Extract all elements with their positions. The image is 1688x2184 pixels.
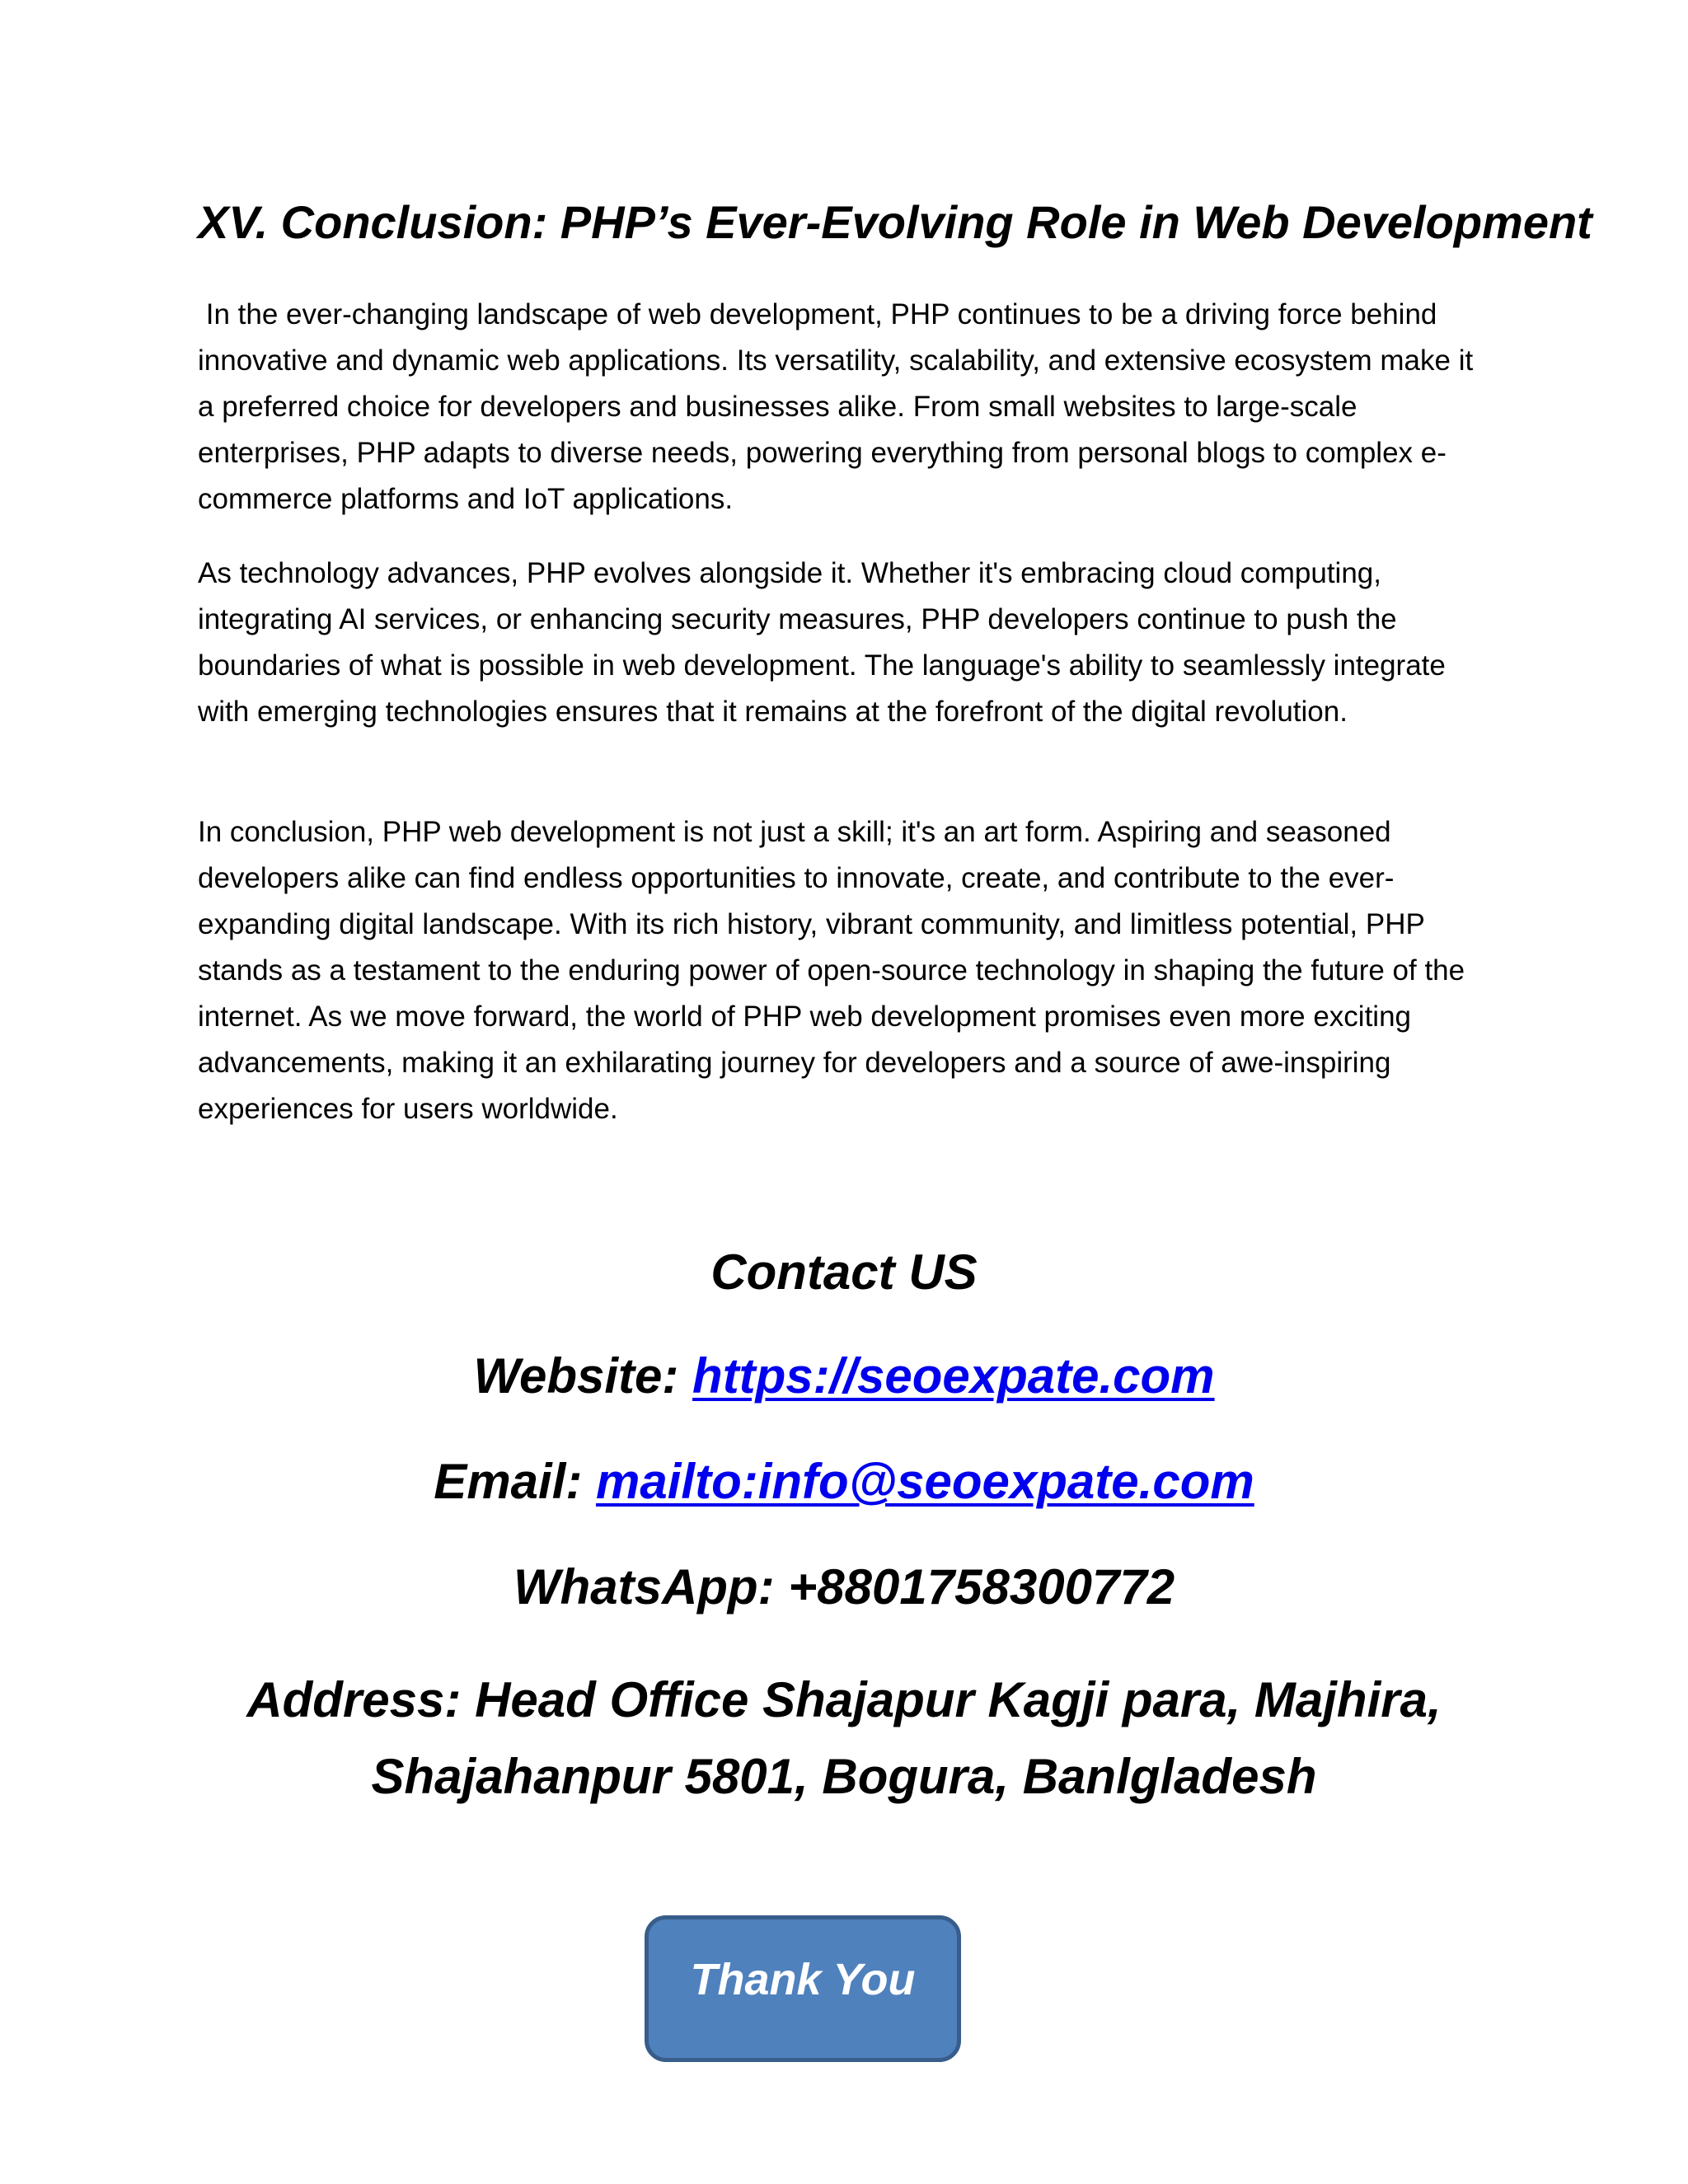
paragraph-technology: As technology advances, PHP evolves alongside it. Whether it's embracing cloud computing, integrating AI services, or enhancing security measures, PHP developers continue to push the boundaries of what is possible in web development. The language's ability to seamlessly integrate with emerging technologies ensures that it remains at the forefront of the digital revolution. xyxy=(198,557,1446,728)
thank-you-label: Thank You xyxy=(690,1955,916,2004)
section-heading: XV. Conclusion: PHP’s Ever-Evolving Role in Web Development xyxy=(198,196,1592,248)
address-line-2: Shajahanpur 5801, Bogura, Banlgladesh xyxy=(371,1749,1317,1804)
email-label: Email: xyxy=(434,1454,597,1509)
website-label: Website: xyxy=(473,1348,693,1404)
email-link[interactable]: mailto:info@seoexpate.com xyxy=(596,1454,1254,1509)
paragraph-intro: In the ever-changing landscape of web development, PHP continues to be a driving force behind innovative and dynamic web applications. Its versatility, scalability, and extensive ecosystem make it a preferred choice for developers and businesses alike. From small websites to large-scale enterprises, PHP adapts to diverse needs, powering everything from personal blogs to complex e-commerce platforms and IoT applications. xyxy=(198,298,1481,515)
contact-website-line xyxy=(0,1347,1688,1406)
contact-address xyxy=(0,1661,1688,1815)
thank-you-button[interactable] xyxy=(645,1915,961,2062)
contact-whatsapp: WhatsApp: +8801758300772 xyxy=(513,1559,1175,1615)
contact-email-line xyxy=(0,1452,1688,1511)
contact-title: Contact US xyxy=(710,1244,978,1300)
address-line-1: Address: Head Office Shajapur Kagji para, Majhira, xyxy=(246,1672,1442,1727)
paragraph-conclusion: In conclusion, PHP web development is not just a skill; it's an art form. Aspiring and seasoned developers alike can find endless opportunities to innovate, create, and contribute to the ever-expanding digital landscape. With its rich history, vibrant community, and limitless potential, PHP stands as a testament to the enduring power of open-source technology in shaping the future of the internet. As we move forward, the world of PHP web development promises even more exciting advancements, making it an exhilarating journey for developers and a source of awe-inspiring experiences for users worldwide. xyxy=(198,816,1465,1125)
website-link[interactable]: https://seoexpate.com xyxy=(692,1348,1215,1404)
